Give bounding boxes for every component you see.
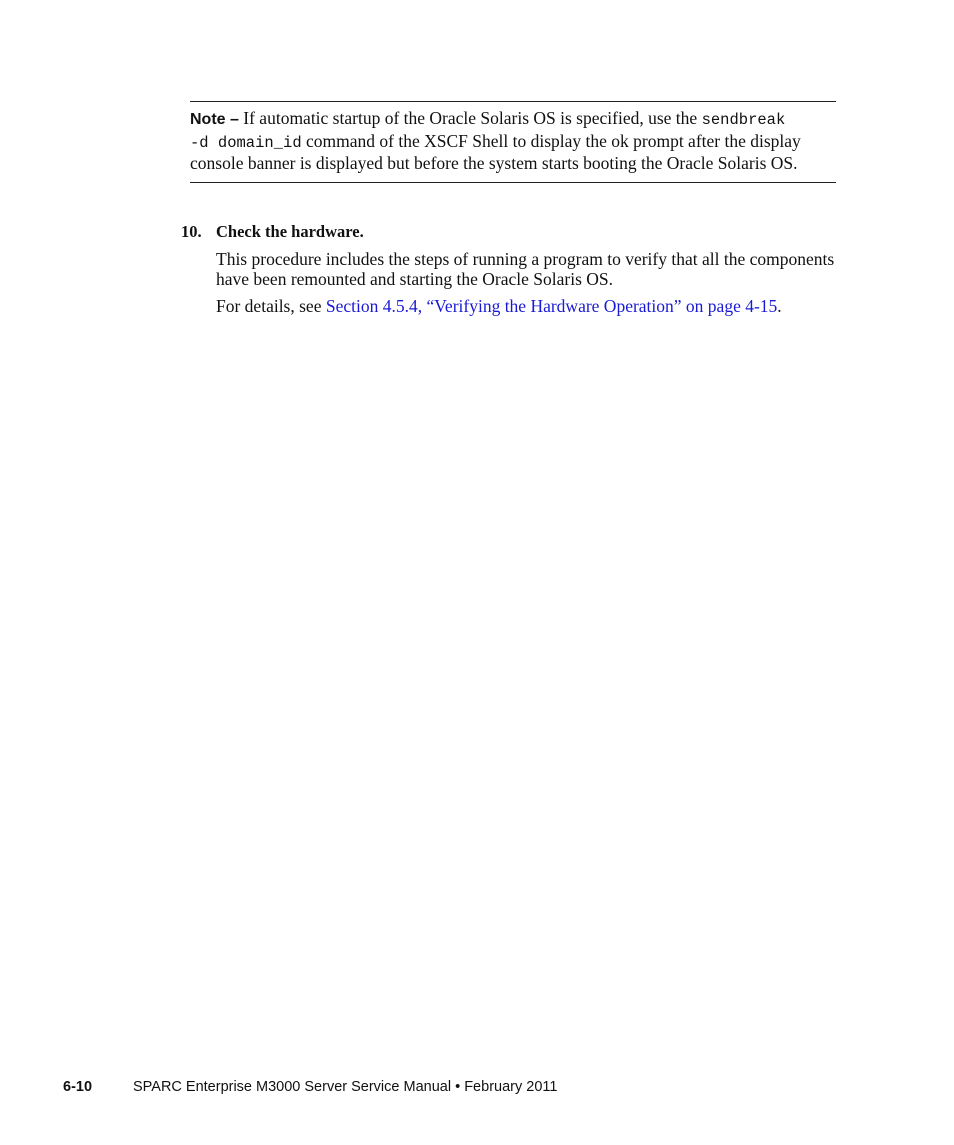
note-command-sendbreak: sendbreak xyxy=(701,111,786,129)
details-suffix: . xyxy=(777,295,782,316)
details-prefix: For details, see xyxy=(216,295,326,316)
step-heading xyxy=(181,222,841,243)
step-details-paragraph xyxy=(216,296,841,317)
procedure-step-10 xyxy=(181,222,841,316)
note-box xyxy=(190,101,836,183)
cross-reference-link[interactable]: Section 4.5.4, “Verifying the Hardware Operation” on page 4-15 xyxy=(325,295,778,316)
note-label: Note – xyxy=(190,111,239,128)
note-text-end: command of the XSCF Shell to display the ok prompt after the display console banner is displayed but before the system starts booting the Oracle Solaris OS. xyxy=(190,130,801,173)
manual-title: SPARC Enterprise M3000 Server Service Manual xyxy=(133,1079,452,1095)
note-text-start: If automatic startup of the Oracle Solaris OS is specified, use the xyxy=(238,108,702,128)
step-number: 10. xyxy=(181,222,202,241)
step-paragraph: This procedure includes the steps of running a program to verify that all the components have been remounted and starting the Oracle Solaris OS. xyxy=(216,248,835,289)
page-footer xyxy=(63,1078,557,1096)
note-command-option: -d domain_id xyxy=(190,133,302,152)
footer-separator: • xyxy=(455,1079,461,1095)
publication-date: February 2011 xyxy=(464,1079,558,1095)
step-title: Check the hardware. xyxy=(216,222,364,241)
step-body xyxy=(216,249,841,317)
page-number: 6-10 xyxy=(63,1079,93,1095)
